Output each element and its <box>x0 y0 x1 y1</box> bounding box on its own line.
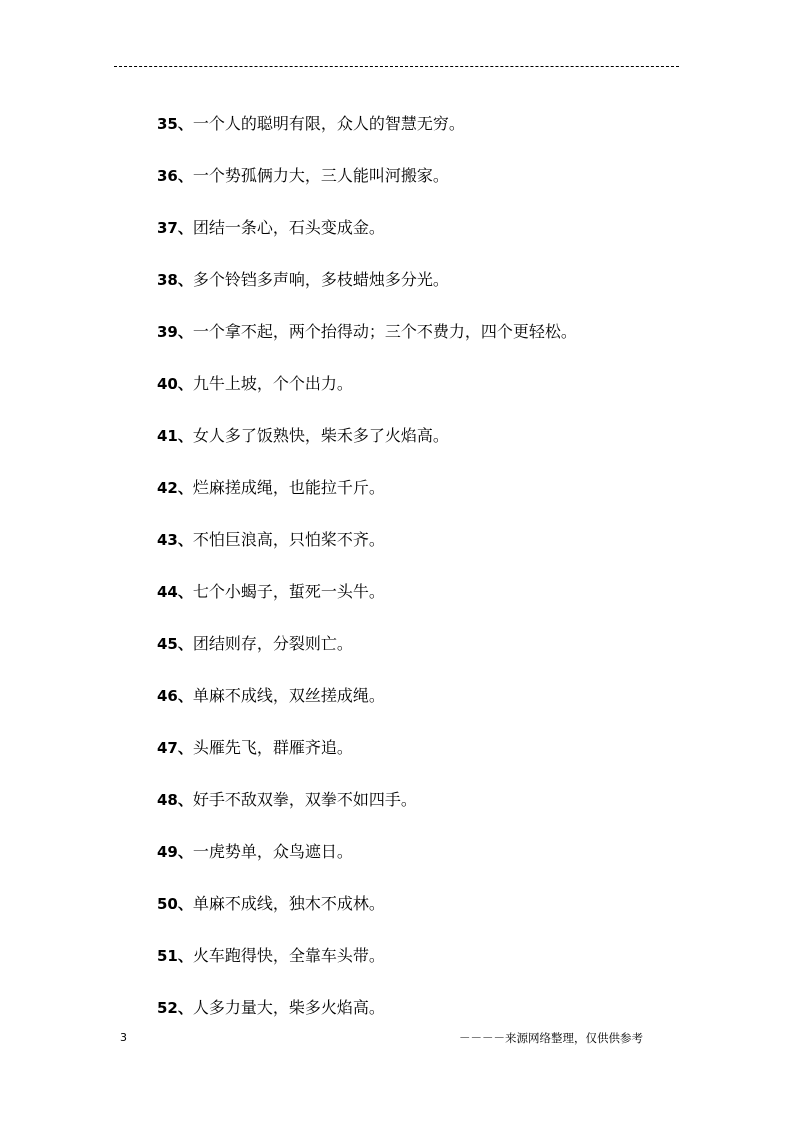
item-number: 38、 <box>157 271 193 289</box>
item-number: 39、 <box>157 323 193 341</box>
item-text: 团结则存，分裂则亡。 <box>192 634 353 653</box>
page-number: 3 <box>120 1031 127 1044</box>
list-item <box>157 372 577 424</box>
item-text: 单麻不成线，双丝搓成绳。 <box>192 686 385 705</box>
list-item <box>157 216 577 268</box>
item-text: 好手不敌双拳，双拳不如四手。 <box>192 790 417 809</box>
item-number: 49、 <box>157 843 193 861</box>
list-item <box>157 112 577 164</box>
list-item <box>157 580 577 632</box>
list-item <box>157 424 577 476</box>
item-number: 50、 <box>157 895 193 913</box>
item-number: 37、 <box>157 219 193 237</box>
list-item <box>157 320 577 372</box>
item-number: 43、 <box>157 531 193 549</box>
item-text: 烂麻搓成绳，也能拉千斤。 <box>192 478 385 497</box>
list-item <box>157 476 577 528</box>
list-item <box>157 164 577 216</box>
item-number: 35、 <box>157 115 193 133</box>
item-text: 一个人的聪明有限，众人的智慧无穷。 <box>192 114 465 133</box>
item-number: 44、 <box>157 583 193 601</box>
item-number: 48、 <box>157 791 193 809</box>
list-item <box>157 788 577 840</box>
item-text: 不怕巨浪高，只怕桨不齐。 <box>192 530 385 549</box>
header-dashed-rule <box>114 66 679 67</box>
item-number: 36、 <box>157 167 193 185</box>
proverb-list <box>157 112 577 1048</box>
item-number: 41、 <box>157 427 193 445</box>
list-item <box>157 736 577 788</box>
item-number: 47、 <box>157 739 193 757</box>
item-text: 人多力量大，柴多火焰高。 <box>192 998 385 1017</box>
item-number: 51、 <box>157 947 193 965</box>
list-item <box>157 632 577 684</box>
item-text: 火车跑得快，全靠车头带。 <box>192 946 385 965</box>
list-item <box>157 840 577 892</box>
list-item <box>157 892 577 944</box>
item-text: 一个势孤俩力大，三人能叫河搬家。 <box>192 166 449 185</box>
source-note: －－－－来源网络整理，仅供供参考 <box>459 1031 643 1045</box>
item-text: 一个拿不起，两个抬得动；三个不费力，四个更轻松。 <box>192 322 577 341</box>
list-item <box>157 528 577 580</box>
item-text: 团结一条心，石头变成金。 <box>192 218 385 237</box>
item-number: 46、 <box>157 687 193 705</box>
list-item <box>157 684 577 736</box>
item-text: 女人多了饭熟快，柴禾多了火焰高。 <box>192 426 449 445</box>
item-text: 一虎势单，众鸟遮日。 <box>192 842 353 861</box>
item-number: 45、 <box>157 635 193 653</box>
item-number: 40、 <box>157 375 193 393</box>
item-text: 七个小蝎子，蜇死一头牛。 <box>192 582 385 601</box>
item-number: 52、 <box>157 999 193 1017</box>
item-text: 多个铃铛多声响，多枝蜡烛多分光。 <box>192 270 449 289</box>
list-item <box>157 944 577 996</box>
item-text: 九牛上坡，个个出力。 <box>192 374 353 393</box>
item-text: 单麻不成线，独木不成林。 <box>192 894 385 913</box>
list-item <box>157 268 577 320</box>
item-text: 头雁先飞，群雁齐追。 <box>192 738 353 757</box>
item-number: 42、 <box>157 479 193 497</box>
